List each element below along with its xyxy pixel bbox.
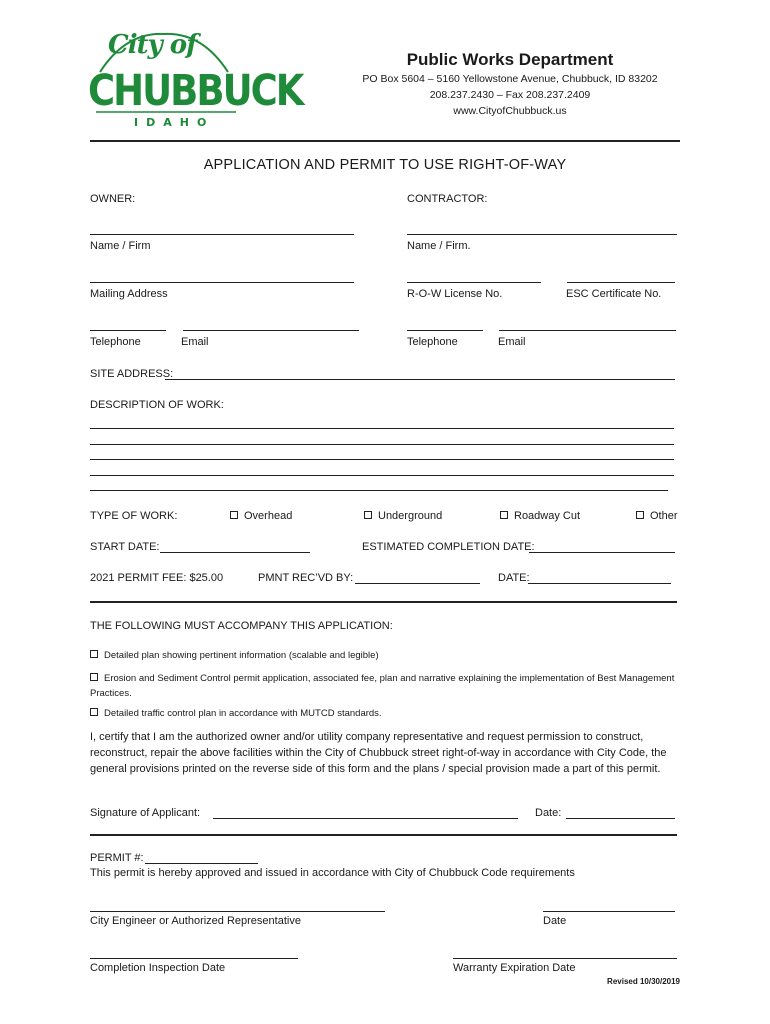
contractor-name-field[interactable] <box>407 234 677 235</box>
payment-date-label: DATE: <box>498 572 530 584</box>
payment-received-label: PMNT REC’VD BY: <box>258 572 354 584</box>
accompany-item-2-text: Erosion and Sediment Control permit application, associated fee, plan and narrative explaining the implementation of Best Management Practices. <box>90 673 675 699</box>
type-overhead-option[interactable] <box>230 510 292 522</box>
approval-text: This permit is hereby approved and issued in accordance with City of Chubbuck Code requirements <box>90 867 575 879</box>
engineer-date-label: Date <box>543 915 567 927</box>
form-title: APPLICATION AND PERMIT TO USE RIGHT-OF-WAY <box>203 157 567 173</box>
owner-email-label: Email <box>181 336 209 348</box>
contractor-name-label: Name / Firm. <box>407 240 471 252</box>
description-label: DESCRIPTION OF WORK: <box>90 399 224 411</box>
contractor-email-label: Email <box>498 336 526 348</box>
row-license-field[interactable] <box>407 282 541 283</box>
owner-email-field[interactable] <box>183 330 359 331</box>
esc-certificate-field[interactable] <box>567 282 675 283</box>
accompany-checkbox-1[interactable] <box>90 650 98 658</box>
section-divider-2 <box>90 834 677 836</box>
underground-checkbox[interactable] <box>364 511 372 519</box>
signature-label: Signature of Applicant: <box>90 807 201 819</box>
type-underground-option[interactable] <box>364 510 442 522</box>
start-date-label: START DATE: <box>90 541 160 553</box>
site-address-field[interactable] <box>165 379 675 380</box>
underground-label: Underground <box>378 510 443 522</box>
contractor-telephone-label: Telephone <box>407 336 458 348</box>
department-title: Public Works Department <box>406 50 614 69</box>
accompany-checkbox-3[interactable] <box>90 708 98 716</box>
description-line-2[interactable] <box>90 444 674 445</box>
contractor-email-field[interactable] <box>499 330 676 331</box>
esc-certificate-label: ESC Certificate No. <box>566 288 662 300</box>
logo-chubbuck: CHUBBUCK <box>88 66 303 116</box>
logo-city-of: City of <box>108 30 197 60</box>
description-line-1[interactable] <box>90 428 674 429</box>
engineer-date-field[interactable] <box>543 911 675 912</box>
owner-mailing-label: Mailing Address <box>90 288 168 300</box>
overhead-checkbox[interactable] <box>230 511 238 519</box>
warranty-expiration-field[interactable] <box>453 958 677 959</box>
logo-idaho: IDAHO <box>134 116 215 129</box>
description-line-4[interactable] <box>90 475 674 476</box>
owner-telephone-field[interactable] <box>90 330 166 331</box>
type-roadway-cut-option[interactable] <box>500 510 580 522</box>
owner-mailing-field[interactable] <box>90 282 354 283</box>
type-other-option[interactable] <box>636 510 678 522</box>
completion-inspection-label: Completion Inspection Date <box>90 962 226 974</box>
accompany-item-1-text: Detailed plan showing pertinent information (scalable and legible) <box>104 650 379 661</box>
other-checkbox[interactable] <box>636 511 644 519</box>
accompany-heading: THE FOLLOWING MUST ACCOMPANY THIS APPLICATION: <box>90 620 393 632</box>
signature-date-label: Date: <box>535 807 562 819</box>
row-license-label: R-O-W License No. <box>407 288 503 300</box>
payment-received-field[interactable] <box>355 583 480 584</box>
type-of-work-label: TYPE OF WORK: <box>90 510 178 522</box>
engineer-label: City Engineer or Authorized Representative <box>90 915 301 927</box>
permit-number-label: PERMIT #: <box>90 852 144 864</box>
engineer-signature-field[interactable] <box>90 911 385 912</box>
contractor-telephone-field[interactable] <box>407 330 483 331</box>
header-divider <box>90 140 680 142</box>
site-address-label: SITE ADDRESS: <box>90 368 174 380</box>
estimated-completion-label: ESTIMATED COMPLETION DATE: <box>362 541 535 553</box>
section-divider-1 <box>90 601 677 603</box>
warranty-expiration-label: Warranty Expiration Date <box>453 962 576 974</box>
owner-heading: OWNER: <box>90 193 136 205</box>
description-line-5[interactable] <box>90 490 668 491</box>
department-website[interactable]: www.CityofChubbuck.us <box>453 105 567 117</box>
overhead-label: Overhead <box>244 510 293 522</box>
accompany-item-1[interactable] <box>90 650 379 661</box>
permit-fee: 2021 PERMIT FEE: $25.00 <box>90 572 224 584</box>
payment-date-field[interactable] <box>528 583 671 584</box>
accompany-checkbox-2[interactable] <box>90 673 98 681</box>
owner-telephone-label: Telephone <box>90 336 141 348</box>
signature-date-field[interactable] <box>566 818 675 819</box>
roadway-cut-checkbox[interactable] <box>500 511 508 519</box>
accompany-item-3[interactable] <box>90 708 382 719</box>
owner-name-label: Name / Firm <box>90 240 151 252</box>
description-line-3[interactable] <box>90 459 674 460</box>
revised-date: Revised 10/30/2019 <box>607 977 680 986</box>
start-date-field[interactable] <box>160 552 310 553</box>
contractor-heading: CONTRACTOR: <box>407 193 488 205</box>
owner-name-field[interactable] <box>90 234 354 235</box>
department-address: PO Box 5604 – 5160 Yellowstone Avenue, Chubbuck, ID 83202 <box>362 73 658 85</box>
roadway-cut-label: Roadway Cut <box>514 510 581 522</box>
signature-field[interactable] <box>213 818 518 819</box>
completion-inspection-field[interactable] <box>90 958 298 959</box>
department-phone: 208.237.2430 – Fax 208.237.2409 <box>429 89 591 101</box>
estimated-completion-field[interactable] <box>529 552 675 553</box>
accompany-item-2[interactable] <box>90 671 680 701</box>
accompany-item-3-text: Detailed traffic control plan in accordance with MUTCD standards. <box>104 708 382 719</box>
permit-number-field[interactable] <box>145 863 258 864</box>
other-label: Other <box>650 510 678 522</box>
certification-text: I, certify that I am the authorized owner and/or utility company representative and request permission to construct, reconstruct, repair the above facilities within the City of Chubbuck street right-of-way in accordance with City Code, the general provisions printed on the reverse side of this form and the plans / special provision made a part of this permit. <box>90 731 667 775</box>
